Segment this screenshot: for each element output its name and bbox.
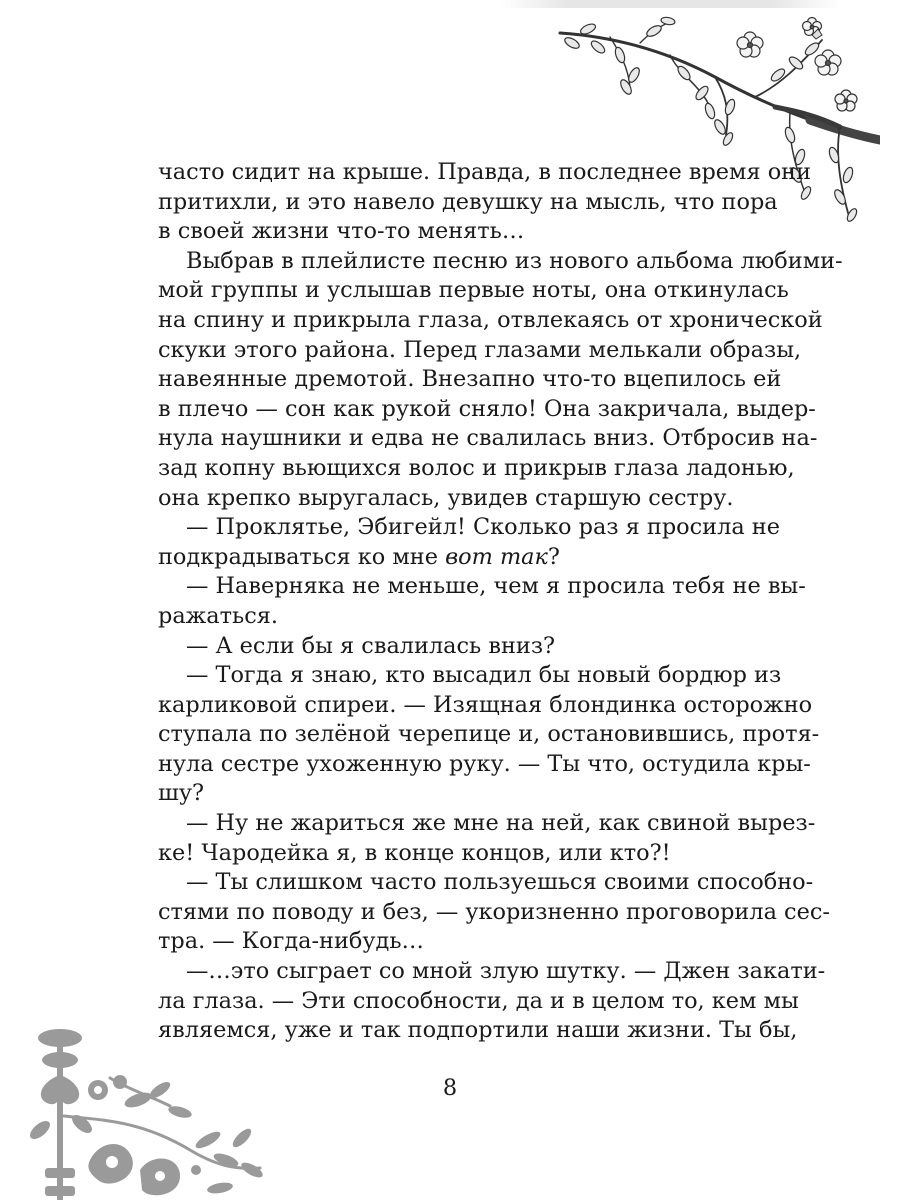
text-segment: навеянные дремотой. Внезапно что-то вцепилось ей: [158, 366, 782, 393]
gray-floral-ornament: [20, 1020, 270, 1200]
text-line: [158, 454, 795, 484]
text-line: [158, 276, 789, 306]
text-line: [158, 365, 782, 395]
top-edge-shade: [500, 0, 840, 8]
text-segment: стями по поводу и без, — укоризненно проговорила сес-: [158, 898, 830, 925]
text-segment: подкрадываться ко мне: [158, 543, 446, 570]
text-segment: —…это сыграет со мной злую шутку. — Джен закати-: [186, 958, 826, 985]
text-line: [158, 513, 780, 543]
text-line: [158, 691, 813, 721]
text-segment: нула наушники и едва не свалилась вниз. Отбросив на-: [158, 425, 818, 452]
text-line: [158, 809, 816, 839]
text-line: [158, 572, 806, 602]
text-line: [158, 661, 782, 691]
text-line: [158, 750, 811, 780]
italic-text: вот так: [445, 543, 548, 570]
text-line: [158, 217, 758, 247]
text-segment: она крепко выругалась, увидев старшую сестру.: [158, 484, 734, 511]
text-line: [158, 632, 758, 662]
text-segment: притихли, и это навело девушку на мысль, что пора: [158, 188, 778, 215]
text-segment: в своей жизни что-то менять…: [158, 218, 525, 245]
text-segment: шу?: [158, 780, 204, 807]
text-segment: нула сестре ухоженную руку. — Ты что, остудила кры-: [158, 750, 811, 777]
body-text: [158, 158, 843, 1046]
text-segment: в плечо — сон как рукой сняло! Она закричала, выдер-: [158, 395, 816, 422]
text-segment: Выбрав в плейлисте песню из нового альбома любими-: [186, 247, 843, 274]
text-segment: — Ты слишком часто пользуешься своими способно-: [186, 869, 814, 896]
text-line: [158, 1016, 798, 1046]
text-segment: часто сидит на крыше. Правда, в последнее время они: [158, 159, 812, 185]
text-line: [158, 779, 758, 809]
text-segment: ла глаза. — Эти способности, да и в целом то, кем мы: [158, 987, 799, 1014]
text-segment: ке! Чародейка я, в конце концов, или кто?!: [158, 839, 671, 866]
text-segment: ражаться.: [158, 602, 278, 629]
text-line: [158, 839, 758, 869]
page-number: 8: [442, 1075, 458, 1101]
text-line: [158, 247, 843, 277]
text-segment: — Тогда я знаю, кто высадил бы новый бордюр из: [186, 662, 782, 689]
text-line: [158, 188, 778, 218]
text-line: [158, 720, 820, 750]
text-line: [158, 543, 758, 573]
text-segment: ?: [547, 543, 560, 570]
text-segment: мой группы и услышав первые ноты, она откинулась: [158, 277, 789, 304]
text-segment: являемся, уже и так подпортили наши жизни. Ты бы,: [158, 1017, 798, 1044]
text-segment: на спину и прикрыла глаза, отвлекаясь от хронической: [158, 306, 823, 333]
text-segment: скуки этого района. Перед глазами мелькали образы,: [158, 336, 802, 363]
text-line: [158, 602, 758, 632]
text-segment: — А если бы я свалилась вниз?: [186, 632, 556, 659]
text-segment: — Проклятье, Эбигейл! Сколько раз я просила не: [186, 514, 780, 541]
text-line: [158, 336, 802, 366]
text-line: [158, 957, 826, 987]
text-line: [158, 158, 812, 188]
text-segment: — Наверняка не меньше, чем я просила тебя не вы-: [186, 573, 806, 600]
text-line: [158, 306, 823, 336]
text-line: [158, 484, 758, 514]
text-line: [158, 424, 818, 454]
text-line: [158, 987, 799, 1017]
text-line: [158, 868, 814, 898]
text-segment: тра. — Когда-нибудь…: [158, 928, 424, 955]
text-segment: — Ну не жариться же мне на ней, как свиной вырез-: [186, 810, 816, 837]
text-line: [158, 395, 816, 425]
text-line: [158, 898, 830, 928]
text-segment: ступала по зелёной черепице и, остановившись, протя-: [158, 721, 820, 748]
text-line: [158, 927, 758, 957]
text-segment: зад копну вьющихся волос и прикрыв глаза ладонью,: [158, 454, 795, 481]
text-segment: карликовой спиреи. — Изящная блондинка осторожно: [158, 691, 813, 718]
